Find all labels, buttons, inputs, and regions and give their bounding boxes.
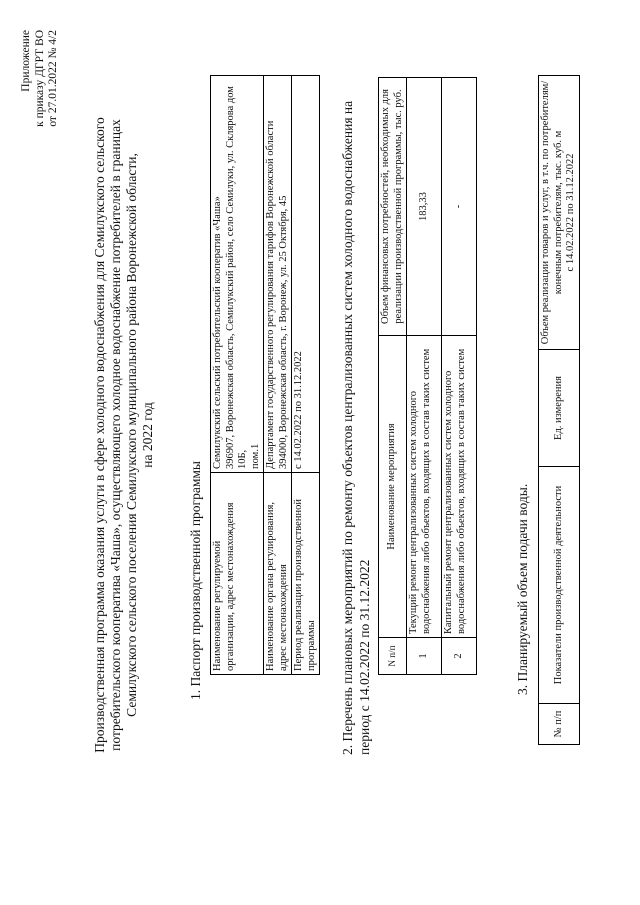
column-header: N п/п — [379, 638, 407, 675]
table-cell: Текущий ремонт централизованных систем холодного водоснабжения либо объектов, входящих в состав таких систем — [407, 336, 442, 638]
title-line: на 2022 год — [140, 402, 155, 468]
table-cell: с 14.02.2022 по 31.12.2022 — [292, 76, 320, 473]
table-cell: Наименование регулируемой организации, адрес местонахождения — [211, 473, 264, 675]
volume-table — [538, 75, 580, 745]
section3-heading: 3. Планируемый объем подачи воды. — [515, 483, 530, 695]
table-cell: 1 — [407, 638, 442, 675]
annex-note — [20, 30, 61, 127]
column-header: № п/п — [539, 704, 580, 745]
table-row — [264, 76, 292, 675]
title-line: Производственная программа оказания услуги в сфере холодного водоснабжения для Семилукского сельского — [92, 117, 107, 753]
annex-line: Приложение — [20, 30, 32, 92]
annex-line: к приказу ДГРТ ВО — [33, 30, 46, 127]
column-header: Показатели производственной деятельности — [539, 467, 580, 704]
table-cell: Семилукский сельский потребительский кооператив «Чаша» 396907, Воронежская область, Семилукский район, село Семилуки, ул. Склярова дом 10Б, пом.1 — [211, 76, 264, 473]
section2-heading-line: период с 14.02.2022 по 31.12.2022 — [357, 559, 372, 755]
table-cell: - — [442, 78, 477, 336]
table-row — [292, 76, 320, 675]
activities-table — [378, 77, 477, 675]
table-cell: Наименование органа регулирования, адрес местонахождения — [264, 473, 292, 675]
table-row — [442, 78, 477, 675]
table-header-row — [539, 76, 580, 745]
annex-line: от 27.01.2022 № 4/2 — [47, 30, 59, 127]
column-header: Объем реализации товаров и услуг, в т.ч. по потребителям/ конечным потребителям, тыс. куб. м с 14.02.2022 по 31.12.2022 — [539, 76, 580, 350]
table-row — [211, 76, 264, 675]
table-cell: Период реализации производственной программы — [292, 473, 320, 675]
title-line: потребительского кооператива «Чаша», осуществляющего холодное водоснабжение потребителей в границах — [108, 119, 123, 751]
table-cell: Капитальный ремонт централизованных систем холодного водоснабжения либо объектов, входящих в состав таких систем — [442, 336, 477, 638]
table-cell: 2 — [442, 638, 477, 675]
column-header: Объем финансовых потребностей, необходимых для реализации производственной программы, тыс. руб. — [379, 78, 407, 336]
document-title — [92, 115, 156, 755]
section2-heading-line: 2. Перечень плановых мероприятий по ремонту объектов централизованных систем холодного водоснабжения на — [340, 100, 355, 755]
table-cell: 183,33 — [407, 78, 442, 336]
table-row — [407, 78, 442, 675]
column-header: Наименование мероприятия — [379, 336, 407, 638]
title-line: Семилукского сельского поселения Семилукского муниципального района Воронежской области, — [124, 153, 139, 717]
column-header: Ед. измерения — [539, 350, 580, 467]
passport-table — [210, 75, 320, 675]
table-header-row — [379, 78, 407, 675]
section1-heading: 1. Паспорт производственной программы — [188, 461, 203, 700]
table-cell: Департамент государственного регулирования тарифов Воронежской области 394000, Воронежская область, г. Воронеж, ул. 25 Октября, 45 — [264, 76, 292, 473]
